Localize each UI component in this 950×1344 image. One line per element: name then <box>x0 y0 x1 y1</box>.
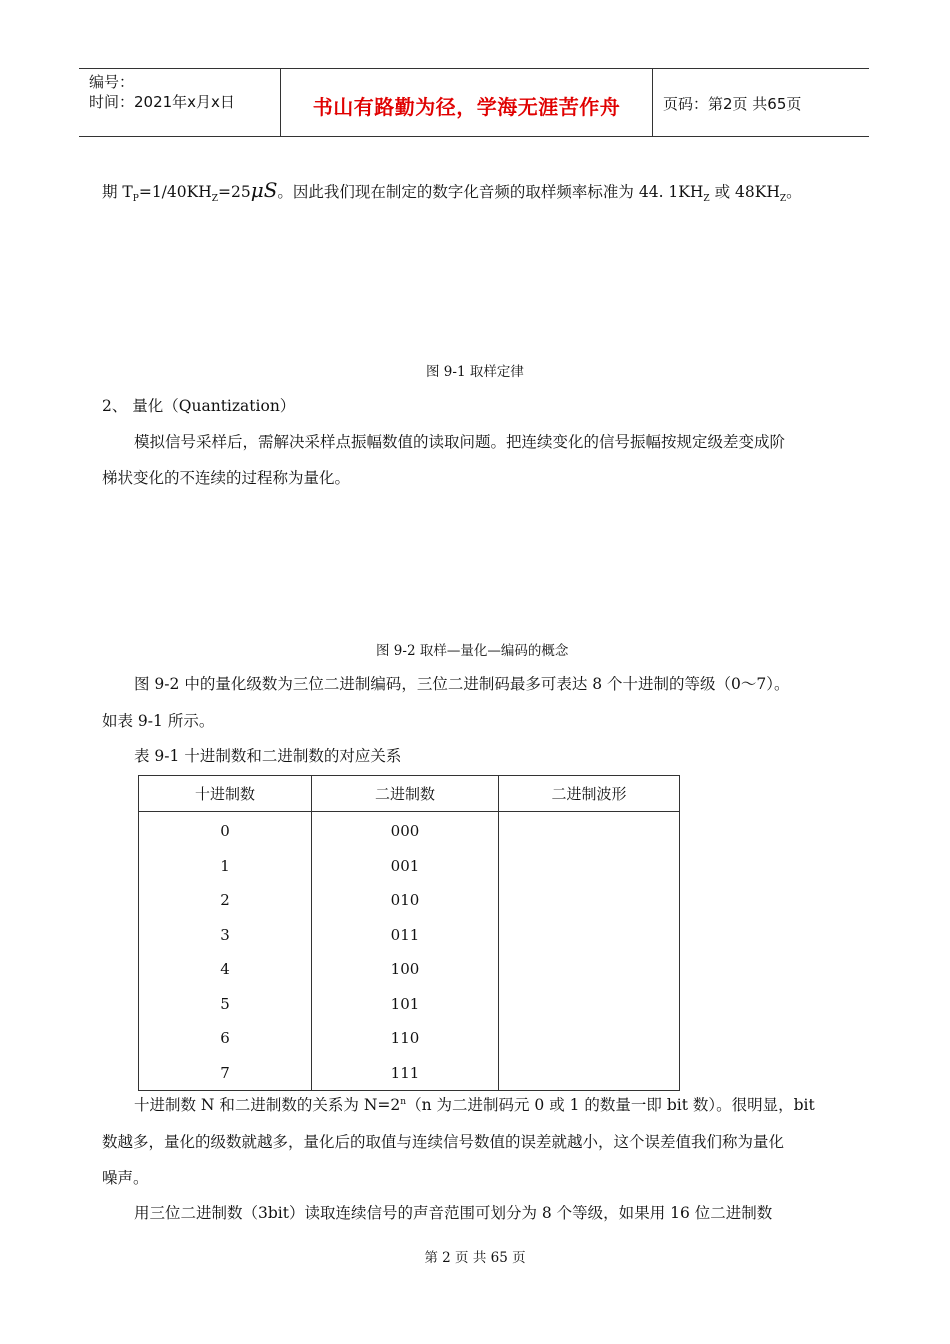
page-label: 页码：第2页 共65页 <box>663 95 802 113</box>
table-cell: 001 <box>312 849 499 884</box>
table-cell: 2 <box>139 883 312 918</box>
table-cell: 0 <box>139 812 312 849</box>
table-cell: 3 <box>139 918 312 953</box>
section-title: 2、 量化（Quantization） <box>102 397 296 415</box>
paragraph-2-line-2: 如表 9-1 所示。 <box>102 712 215 730</box>
paragraph-3-line-3: 噪声。 <box>102 1169 149 1187</box>
table-cell: 1 <box>139 849 312 884</box>
table-cell <box>499 918 680 953</box>
number-label: 编号： <box>89 73 135 91</box>
table-row <box>139 987 680 1022</box>
table-row <box>139 918 680 953</box>
table-cell: 010 <box>312 883 499 918</box>
table-cell: 7 <box>139 1056 312 1091</box>
table-header-waveform: 二进制波形 <box>499 776 680 812</box>
paragraph-1-line-1: 模拟信号采样后，需解决采样点振幅数值的读取问题。把连续变化的信号振幅按规定级差变成阶 <box>134 433 786 451</box>
table-caption: 表 9-1 十进制数和二进制数的对应关系 <box>134 747 402 765</box>
paragraph-1-line-2: 梯状变化的不连续的过程称为量化。 <box>102 469 351 487</box>
paragraph-3-line-2: 数越多，量化的级数就越多，量化后的取值与连续信号数值的误差就越小，这个误差值我们称为量化 <box>102 1133 785 1151</box>
table-cell: 111 <box>312 1056 499 1091</box>
paragraph-2-line-1: 图 9-2 中的量化级数为三位二进制编码，三位二进制码最多可表达 8 个十进制的等级（0～7）。 <box>134 675 790 693</box>
table-cell: 5 <box>139 987 312 1022</box>
table-cell: 4 <box>139 952 312 987</box>
figure-9-1-caption: 图 9-1 取样定律 <box>426 364 524 380</box>
table-cell: 000 <box>312 812 499 849</box>
table-cell: 100 <box>312 952 499 987</box>
table-header-binary: 二进制数 <box>312 776 499 812</box>
page-header <box>79 68 869 137</box>
table-cell: 110 <box>312 1021 499 1056</box>
table-row <box>139 1056 680 1091</box>
table-cell <box>499 849 680 884</box>
table-cell: 101 <box>312 987 499 1022</box>
time-label: 时间：2021年x月x日 <box>89 93 235 111</box>
decimal-binary-table <box>138 775 680 1091</box>
table-cell <box>499 1021 680 1056</box>
paragraph-4-line-1: 用三位二进制数（3bit）读取连续信号的声音范围可划分为 8 个等级，如果用 16 位二进制数 <box>134 1204 773 1222</box>
table-row <box>139 849 680 884</box>
table-row <box>139 952 680 987</box>
table-cell <box>499 883 680 918</box>
table-row <box>139 812 680 849</box>
table-row <box>139 883 680 918</box>
table-cell <box>499 987 680 1022</box>
table-cell <box>499 812 680 849</box>
page-footer: 第 2 页 共 65 页 <box>424 1250 526 1266</box>
table-cell <box>499 952 680 987</box>
table-header-decimal: 十进制数 <box>139 776 312 812</box>
sampling-period-line: 期 $T_P=1/40KH_Z=25\mu S$。因此我们现在制定的数字化音频的取样频率标准为 44. $1KH_Z$ 或 $48KH_Z$。 <box>102 178 802 205</box>
header-meta-cell <box>79 69 281 136</box>
table-row <box>139 1021 680 1056</box>
table-cell: 011 <box>312 918 499 953</box>
figure-9-2-caption: 图 9-2 取样—量化—编码的概念 <box>376 643 569 659</box>
table-cell: 6 <box>139 1021 312 1056</box>
header-motto-cell <box>281 69 653 136</box>
table-cell <box>499 1056 680 1091</box>
paragraph-3-line-1: 十进制数 N 和二进制数的关系为 $N=2^n(n$ 为二进制码元 0 或 1 的数量一即 bit 数）。很明显，bit <box>134 1096 815 1114</box>
motto: 书山有路勤为径，学海无涯苦作舟 <box>312 95 621 119</box>
